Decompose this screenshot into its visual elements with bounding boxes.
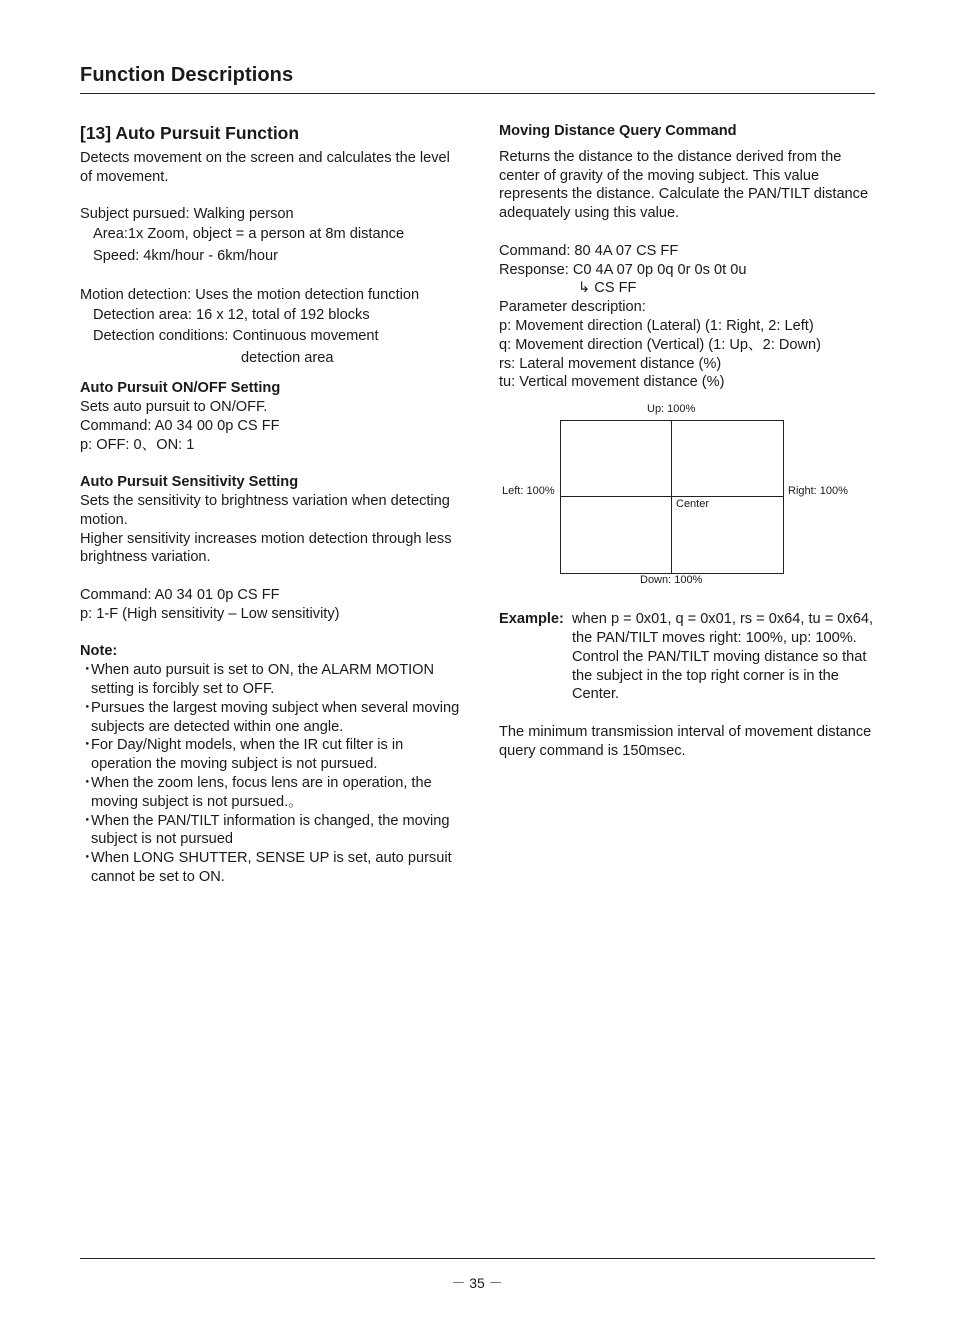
onoff-line-1: Sets auto pursuit to ON/OFF. [80,399,268,416]
query-command-title: Moving Distance Query Command [499,123,737,139]
subject-line-2: Area:1x Zoom, object = a person at 8m distance [93,226,405,243]
param-tu: tu: Vertical movement distance (%) [499,374,725,391]
param-q: q: Movement direction (Vertical) (1: Up、2: Down) [499,336,821,353]
onoff-line-2: Command: A0 34 00 0p CS FF [80,417,280,434]
label-right: Right: 100% [788,485,848,498]
motion-line-4: detection area [241,349,334,366]
sensitivity-title: Auto Pursuit Sensitivity Setting [80,474,299,491]
right-column [499,122,875,761]
diagram-horizontal-axis [560,496,784,497]
diagram-frame [560,420,784,574]
response-line: Response: C0 4A 07 0p 0q 0r 0s 0t 0u [499,261,747,278]
intro-text: Detects movement on the screen and calculates the level of movement. [80,150,450,185]
note-text: Pursues the largest moving subject when several moving subjects are detected within one angle. [91,699,460,735]
query-description: Returns the distance to the distance derived from the center of gravity of the moving subject. This value represents the distance. Calculate the PAN/TILT distance adequately using this value. [499,148,869,222]
page-number: － 35 － [451,1275,503,1291]
header-rule [80,93,875,94]
motion-line-3: Detection conditions: Continuous movement [93,328,379,345]
example-block [499,610,875,704]
command-line: Command: 80 4A 07 CS FF [499,242,679,259]
note-item [80,699,465,737]
note-text: When the zoom lens, focus lens are in operation, the moving subject is not pursued.。 [91,775,432,810]
bullet-icon: ・ [80,850,95,867]
response-continuation: ↳ CS FF [578,280,637,297]
params-title: Parameter description: [499,299,646,316]
label-down: Down: 100% [640,574,703,587]
sensitivity-line-1: Sets the sensitivity to brightness variation when detecting motion. [80,493,450,528]
motion-line-1: Motion detection: Uses the motion detection function [80,286,420,303]
note-item [80,812,465,850]
note-item [80,774,465,812]
sensitivity-line-2: Higher sensitivity increases motion detection through less brightness variation. [80,530,452,566]
subject-line-1: Subject pursued: Walking person [80,206,294,223]
example-text: when p = 0x01, q = 0x01, rs = 0x64, tu = 0x64, the PAN/TILT moves right: 100%, up: 100%. Control the PAN/TILT moving distance so that the subject in the top right corner is in the Center. [572,611,873,703]
note-text: When the PAN/TILT information is changed, the moving subject is not pursued [91,812,450,848]
label-left: Left: 100% [502,485,555,498]
sensitivity-line-4: p: 1-F (High sensitivity – Low sensitivity) [80,605,340,622]
sensitivity-line-3: Command: A0 34 01 0p CS FF [80,587,280,604]
section-title: [13] Auto Pursuit Function [80,123,300,143]
param-p: p: Movement direction (Lateral) (1: Right, 2: Left) [499,317,814,334]
note-text: When LONG SHUTTER, SENSE UP is set, auto pursuit cannot be set to ON. [91,850,452,885]
diagram-vertical-axis [671,420,672,574]
bullet-icon: ・ [80,699,95,716]
note-item [80,661,465,699]
footer-rule [80,1258,875,1259]
page-title: Function Descriptions [80,64,294,86]
bullet-icon: ・ [80,737,95,754]
bullet-icon: ・ [80,812,95,829]
label-center: Center [676,498,710,511]
note-item [80,849,465,887]
bullet-icon: ・ [80,662,95,679]
motion-line-2: Detection area: 16 x 12, total of 192 blocks [93,306,370,323]
param-rs: rs: Lateral movement distance (%) [499,355,722,372]
example-label: Example: [499,611,564,628]
note-item [80,736,465,774]
note-text: For Day/Night models, when the IR cut filter is in operation the moving subject is not pursued. [91,737,404,773]
label-up: Up: 100% [647,403,696,416]
onoff-line-3: p: OFF: 0、ON: 1 [80,436,195,453]
subject-line-3: Speed: 4km/hour - 6km/hour [93,247,278,264]
bullet-icon: ・ [80,775,95,792]
onoff-title: Auto Pursuit ON/OFF Setting [80,380,281,397]
note-text: When auto pursuit is set to ON, the ALARM MOTION setting is forcibly set to OFF. [91,662,435,698]
left-column [80,122,465,887]
note-title: Note: [80,643,118,660]
direction-diagram [499,400,875,588]
min-interval-note: The minimum transmission interval of movement distance query command is 150msec. [499,723,872,759]
